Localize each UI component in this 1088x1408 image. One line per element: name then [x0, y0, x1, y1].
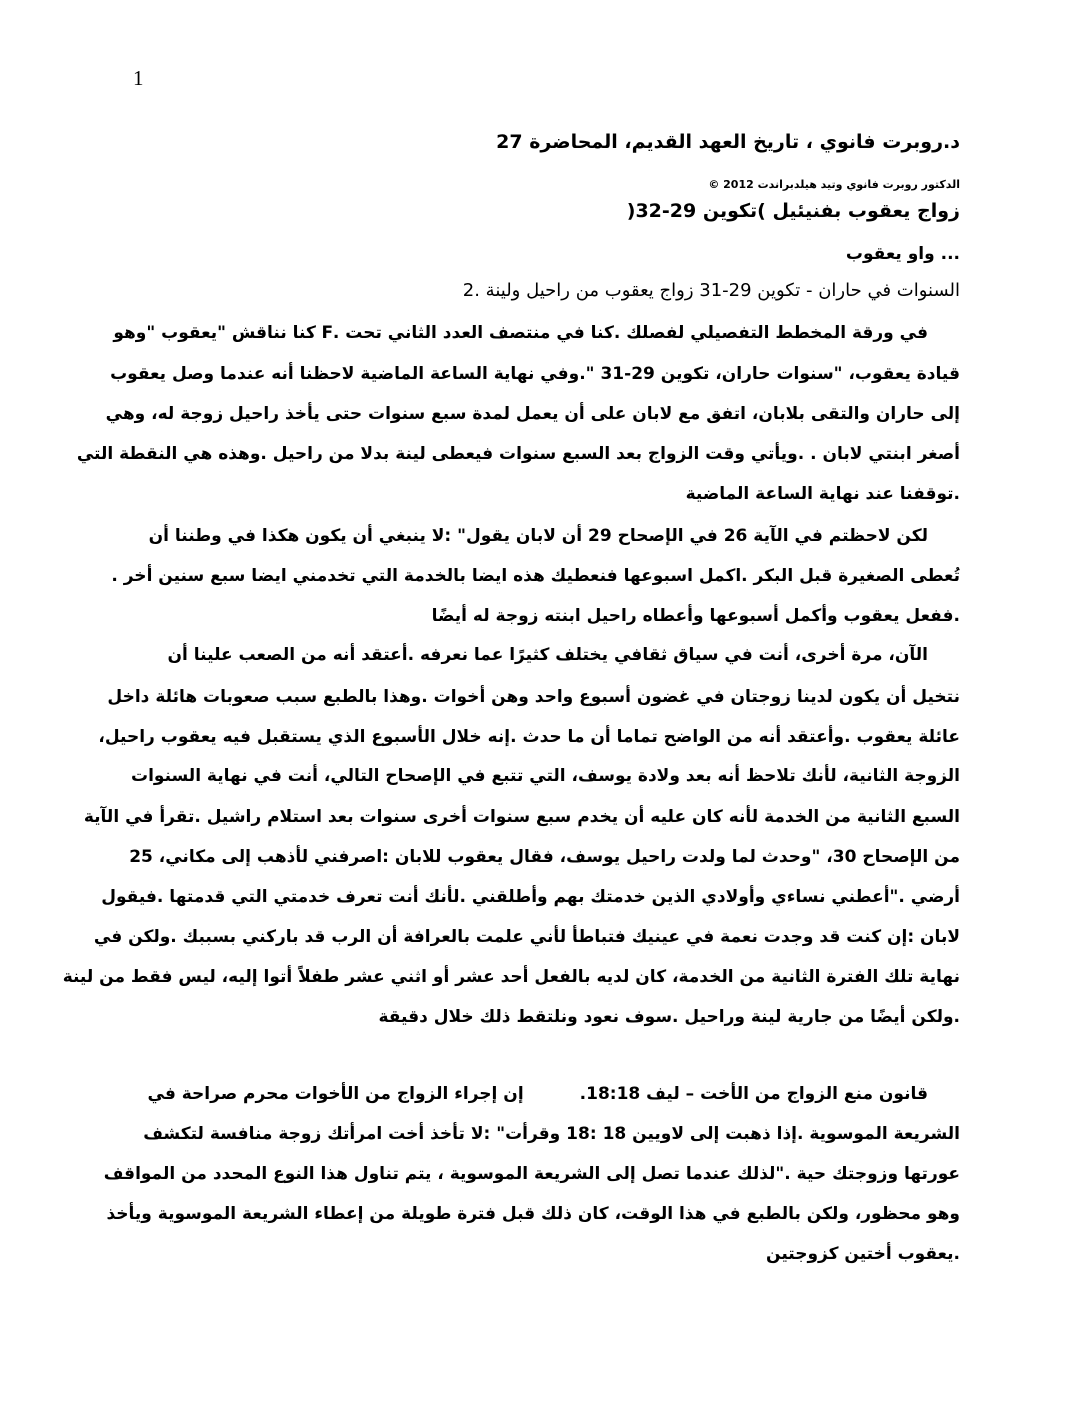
paragraph-4-heading — [148, 1083, 929, 1105]
paragraph-3-line: عائلة يعقوب .وأعتقد أنه من الواضح تماما أن ما حدث .إنه خلال الأسبوع الذي يستقبل فيه يعقوب راحيل، — [98, 727, 960, 747]
paragraph-1-line: قيادة يعقوب، "سنوات حاران، تكوين 29-31 ".وفي نهاية الساعة الماضية لاحظنا أنه عندما وصل يعقوب — [110, 364, 960, 384]
copyright-line: الدكتور روبرت فانوي وتيد هيلدبراندت 2012 © — [708, 178, 960, 191]
paragraph-3-line: نتخيل أن يكون لدينا زوجتان في غضون أسبوع واحد وهن أخوات .وهذا بالطبع سبب صعوبات هائلة داخل — [107, 687, 960, 707]
paragraph-2-line: لكن لاحظتم في الآية 26 في الإصحاح 29 أن لابان يقول" :لا ينبغي أن يكون هكذا في وطننا أن — [148, 526, 928, 546]
paragraph-3-line: نهاية تلك الفترة الثانية من الخدمة، كان لديه بالفعل أحد عشر أو اثني عشر طفلاً أتوا إليه، ليس فقط من لينة — [62, 967, 960, 987]
lecture-subtitle: زواج يعقوب بفنيئيل )تكوين 29-32( — [626, 200, 960, 222]
law-heading: قانون منع الزواج من الأخت – ليف 18:18. — [579, 1084, 928, 1104]
paragraph-1-line: .توقفنا عند نهاية الساعة الماضية — [685, 484, 960, 504]
paragraph-4-line: .يعقوب أختين كزوجتين — [766, 1244, 960, 1264]
paragraph-4-line: وهو محظور، ولكن بالطبع في هذا الوقت، كان ذلك قبل فترة طويلة من إعطاء الشريعة الموسوية ويأخذ — [106, 1204, 960, 1224]
section-heading: السنوات في حاران - تكوين 29-31 زواج يعقوب من راحيل ولينة .2 — [462, 280, 960, 301]
paragraph-1-line: أصغر ابنتي لابان . .ويأتي وقت الزواج بعد السبع سنوات فيعطى لينة بدلا من راحيل .وهذه هي النقطة التي — [76, 444, 960, 464]
paragraph-3-line: لابان :إن كنت قد وجدت نعمة في عينيك فتباطأ لأني علمت بالعرافة أن الرب قد باركني بسببك .ولكن في — [93, 927, 960, 947]
page-number: 1 — [133, 66, 144, 90]
paragraph-2-line: .ففعل يعقوب وأكمل أسبوعها وأعطاه راحيل ابنته زوجة له أيضًا — [431, 606, 960, 626]
lead-text: ... واو يعقوب — [845, 244, 960, 264]
paragraph-3-line: السبع الثانية من الخدمة لأنه كان عليه أن يخدم سبع سنوات أخرى سنوات بعد استلام راشيل .تقرأ في الآية — [83, 807, 960, 827]
paragraph-3-line: أرضي ."أعطني نساءي وأولادي الذين خدمتك بهم وأطلقني .لأنك أنت تعرف خدمتي التي قدمتها .فيقول — [101, 887, 960, 907]
paragraph-4-line: الشريعة الموسوية .إذا ذهبت إلى لاويين 18 :18 وقرأت" :لا تأخذ أخت امرأتك زوجة منافسة لتكشف — [143, 1124, 960, 1144]
paragraph-4-line: عورتها وزوجتك حية ."لذلك عندما تصل إلى الشريعة الموسوية ، يتم تناول هذا النوع المحدد من المواقف — [103, 1164, 960, 1184]
paragraph-1-line: إلى حاران والتقى بلابان، اتفق مع لابان على أن يعمل لمدة سبع سنوات حتى يأخذ راحيل زوجة له، وهي — [105, 404, 960, 424]
paragraph-2-line: تُعطى الصغيرة قبل البكر .اكمل اسبوعها فنعطيك هذه ايضا بالخدمة التي تخدمني ايضا سبع سنين أخر . — [111, 566, 960, 586]
paragraph-3-line: الآن، مرة أخرى، أنت في سياق ثقافي يختلف كثيرًا عما نعرفه .أعتقد أنه من الصعب علينا أن — [167, 645, 928, 665]
paragraph-4-lead: إن إجراء الزواج من الأخوات محرم صراحة في — [147, 1084, 524, 1104]
paragraph-3-line: من الإصحاح 30، "وحدث لما ولدت راحيل يوسف، فقال يعقوب للابان :اصرفني لأذهب إلى مكاني، 25 — [129, 847, 960, 867]
paragraph-3-line: .ولكن أيضًا من جارية لينة وراحيل .سوف نعود ونلتقط ذلك خلال دقيقة — [378, 1007, 960, 1027]
document-title: د.روبرت فانوي ، تاريخ العهد القديم، المحاضرة 27 — [496, 131, 960, 153]
paragraph-1-line: في ورقة المخطط التفصيلي لفصلك .كنا في منتصف العدد الثاني تحت .F كنا نناقش "يعقوب "وهو — [113, 323, 928, 343]
paragraph-3-line: الزوجة الثانية، لأنك تلاحظ أنه بعد ولادة يوسف، التي تتبع في الإصحاح التالي، أنت في نهاية السنوات — [131, 766, 960, 786]
